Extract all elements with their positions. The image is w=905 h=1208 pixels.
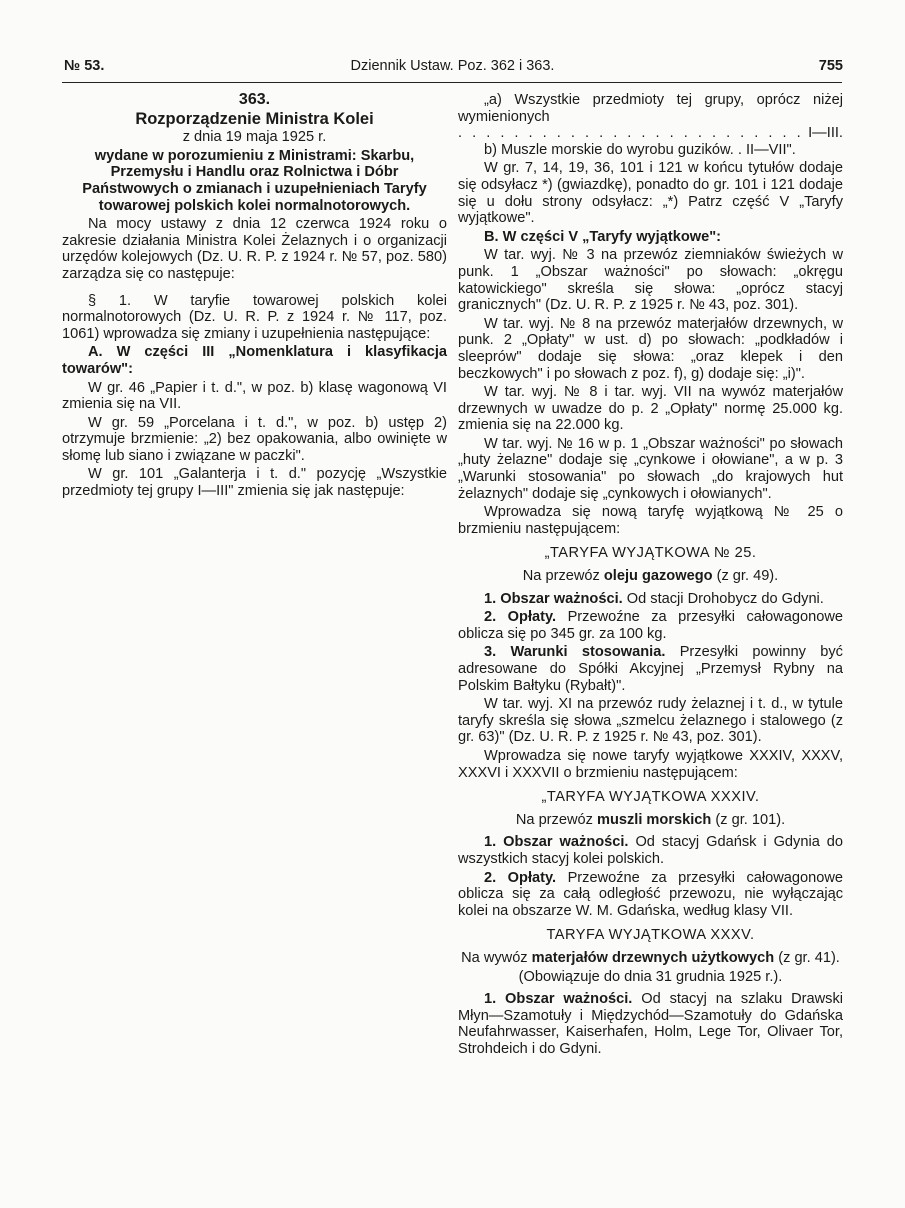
group-item-a xyxy=(458,92,843,125)
position-number: 363. xyxy=(238,91,271,108)
tariff-35-point-1: 1. Obszar ważności. Od stacyj na szlaku Drawski Młyn—Szamotuły i Międzychód—Szamotuły do Gdańska Neufahrwasser, Kaiserhafen, Holm, Lege Tor, Olivaer Tor, Strohdeich i do Gdyni. xyxy=(458,991,843,1057)
tariff-35-subtitle: Na wywóz materjałów drzewnych użytkowych (z gr. 41). xyxy=(461,949,840,966)
new-tariffs-intro: Wprowadza się nowe taryfy wyjątkowe XXXIV, XXXV, XXXVI i XXXVII o brzmieniu następującem: xyxy=(458,747,843,781)
section-a-item-2: W gr. 59 „Porcelana i t. d.", w poz. b) ustęp 2) otrzymuje brzmienie: „2) bez opakowania, albo owinięte w słomę lub siano i związane w paczki". xyxy=(62,414,447,464)
group-item-a-class: I—III. xyxy=(808,125,843,142)
tariff-35-validity: (Obowiązuje do dnia 31 grudnia 1925 r.). xyxy=(518,968,783,985)
section-b-item-4: W tar. wyj. № 16 w p. 1 „Obszar ważności" po słowach „huty żelazne" dodaje się „cynkowe i ołowiane", a w p. 3 „Warunki stosowania" po słowach „do krajowych hut żelaznych" dodaje się „cynkowych i ołowianych". xyxy=(458,435,843,502)
tariff-34-subtitle: Na przewóz muszli morskich (z gr. 101). xyxy=(515,811,786,828)
tariff-25-point-3: 3. Warunki stosowania. Przesyłki powinny być adresowane do Spółki Akcyjnej „Przemysł Rybny na Polskim Bałtyku (Rybałt)". xyxy=(458,644,843,694)
section-a-heading: A. W części III „Nomenklatura i klasyfikacja towarów": xyxy=(62,344,447,377)
section-b-item-5: Wprowadza się nową taryfę wyjątkową № 25 o brzmieniu następującem: xyxy=(458,504,843,537)
section-b-item-1: W tar. wyj. № 3 na przewóz ziemniaków świeżych w punk. 1 „Obszar ważności" po słowach: „okręgu katowickiego" skreśla się słowa: „oprócz stacyj granicznych" (Dz. U. R. P. z 1925 r. № 43, poz. 301). xyxy=(458,247,843,314)
document-date: z dnia 19 maja 1925 r. xyxy=(182,129,327,146)
paragraph-1: § 1. W taryfie towarowej polskich kolei normalnotorowych (Dz. U. R. P. z 1924 r. № 117, poz. 1061) wprowadza się zmiany i uzupełnienia następujące: xyxy=(62,292,447,342)
left-column xyxy=(62,92,447,502)
header-rule xyxy=(62,82,842,83)
tariff-25-subtitle: Na przewóz oleju gazowego (z gr. 49). xyxy=(522,568,779,585)
tariff-34-point-1: 1. Obszar ważności. Od stacyj Gdańsk i Gdynia do wszystkich stacyj kolei polskich. xyxy=(458,834,843,867)
footnote-note: W gr. 7, 14, 19, 36, 101 i 121 w końcu tytułów dodaje się odsyłacz *) (gwiazdkę), ponadto do gr. 101 i 121 dodaje się u dołu strony odsyłacz: „*) Patrz część V „Taryfy wyjątkowe". xyxy=(458,160,843,227)
intro-paragraph: Na mocy ustawy z dnia 12 czerwca 1924 roku o zakresie działania Ministra Kolei Żelaznych i o organizacji urzędów kolejowych (Dz. U. R. P. z 1924 r. № 57, poz. 580) zarządza się co następuje: xyxy=(62,216,447,282)
section-a-item-3: W gr. 101 „Galanterja i t. d." pozycję „Wszystkie przedmioty tej grupy I—III" zmienia się jak następuje: xyxy=(62,466,447,500)
tariff-34-point-2: 2. Opłaty. Przewoźne za przesyłki całowagonowe oblicza się za całą odległość przewozu, nie wyłączając kolei na obszarze W. M. Gdańska, według klasy VII. xyxy=(458,869,843,919)
group-item-a-text: „a) Wszystkie przedmioty tej grupy, oprócz niżej wymienionych xyxy=(458,92,843,125)
tariff-34-title: „TARYFA WYJĄTKOWA XXXIV. xyxy=(541,789,760,806)
document-subtitle: wydane w porozumieniu z Ministrami: Skarbu, Przemysłu i Handlu oraz Rolnictwa i Dóbr Państwowych o zmianach i uzupełnieniach Taryfy towarowej polskich kolei normalnotorowych. xyxy=(82,147,427,214)
tariff-35-title: TARYFA WYJĄTKOWA XXXV. xyxy=(546,927,755,944)
tariff-25-point-2: 2. Opłaty. Przewoźne za przesyłki całowagonowe oblicza się po 345 gr. za 100 kg. xyxy=(458,609,843,642)
running-title: Dziennik Ustaw. Poz. 362 i 363. xyxy=(350,58,555,74)
tariff-25-point-1: 1. Obszar ważności. Od stacji Drohobycz do Gdyni. xyxy=(484,590,824,607)
right-column xyxy=(458,92,843,1059)
issue-number: № 53. xyxy=(64,58,105,74)
group-item-b: b) Muszle morskie do wyrobu guzików. . II—VII". xyxy=(484,141,796,158)
tariff-xi-change: W tar. wyj. XI na przewóz rudy żelaznej i t. d., w tytule taryfy skreśla się słowa „szmelcu żelaznego i stalowego (z gr. 63)" (Dz. U. R. P. z 1925 r. № 43, poz. 301). xyxy=(458,696,843,746)
section-b-item-3: W tar. wyj. № 8 i tar. wyj. VII na wywóz materjałów drzewnych w uwadze do p. 2 „Opłaty" normę 25.000 kg. zmienia się na 22.000 kg. xyxy=(458,384,843,434)
section-a-item-1: W gr. 46 „Papier i t. d.", w poz. b) klasę wagonową VI zmienia się na VII. xyxy=(62,379,447,413)
leader-dots xyxy=(458,125,808,142)
tariff-25-title: „TARYFA WYJĄTKOWA № 25. xyxy=(544,545,757,562)
group-item-a-leader xyxy=(458,125,843,142)
page-header xyxy=(0,58,905,80)
section-b-item-2: W tar. wyj. № 8 na przewóz materjałów drzewnych, w punk. 2 „Opłaty" w ust. d) po słowach: „podkładów i sleeprów" dodaje się słowa: „oraz klepek i den beczkowych" i po słowach z poz. f), g) dodaje się: „i)". xyxy=(458,315,843,382)
page-number: 755 xyxy=(818,58,843,74)
section-b-heading: B. W części V „Taryfy wyjątkowe": xyxy=(484,228,721,245)
document-title: Rozporządzenie Ministra Kolei xyxy=(135,109,374,128)
